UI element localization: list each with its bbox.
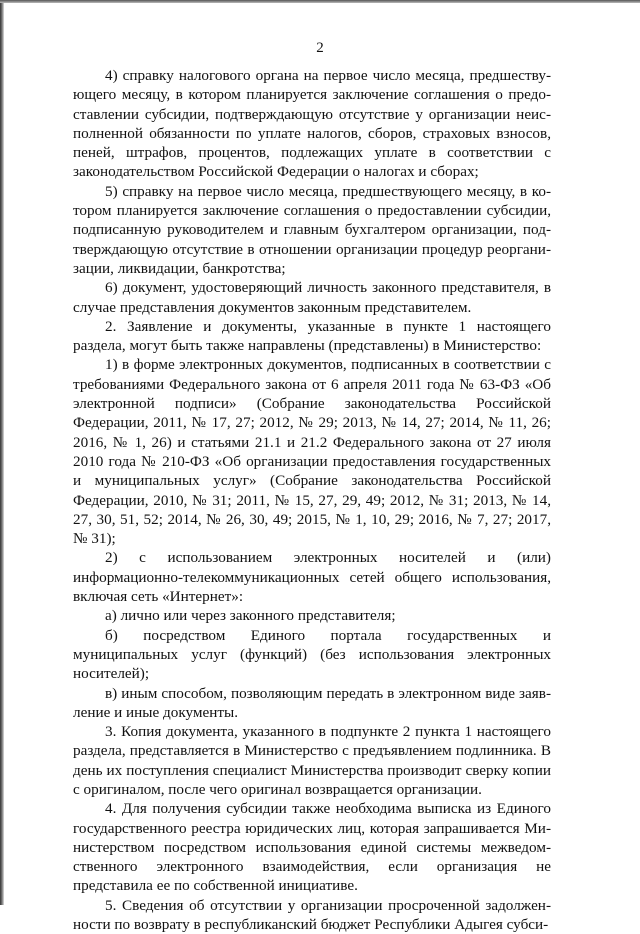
paragraph-section-3: 3. Копия документа, указанного в подпункте 2 пункта 1 настоящего раздела, представляется в Министерство с предъявлением подлинника. В день их поступления специалист Министерства производит сверку копии с оригиналом, после чего оригинал возвращается организации.: [73, 723, 551, 798]
paragraph-subitem-1: 1) в форме электронных документов, подписанных в соответствии с требованиями Федерального закона от 6 апреля 2011 года № 63-ФЗ «Об электронной подписи» (Собрание законодательства Российской Федерации, 2011, № 17, 27; 2012, № 29; 2013, № 14, 27; 2014, № 11, 26; 2016, № 1, 26) и статьями 21.1 и 21.2 Федерального закона от 27 июля 2010 года № 210-ФЗ «Об организации предоставления государственных и муниципальных услуг» (Собрание законодательства Российской Федерации, 2010, № 31; 2011, № 15, 27, 29, 49; 2012, № 31; 2013, № 14, 27, 30, 51, 52; 2014, № 26, 30, 49; 2015, № 1, 10, 29; 2016, № 7, 27; 2017, № 31);: [73, 356, 551, 548]
paragraph-subitem-a: а) лично или через законного представителя;: [105, 607, 396, 625]
paragraph-subitem-b: б) посредством Единого портала государственных и муниципальных услуг (функций) (без использования электронных носителей);: [73, 626, 551, 683]
paragraph-item-4: 4) справку налогового органа на первое число месяца, предшествующего месяцу, в котором планируется заключение соглашения о предоставлении субсидии, подтверждающую отсутствие у организации неисполненной обязанности по уплате налогов, сборов, страховых взносов, пеней, штрафов, процентов, подлежащих уплате в соответствии с законодательством Российской Федерации о налогах и сборах;: [73, 67, 551, 181]
paragraph-section-5: 5. Сведения об отсутствии у организации просроченной задолженности по возврату в республиканский бюджет Республики Адыгея субси-: [73, 896, 551, 934]
scan-edge-top: [0, 0, 640, 3]
paragraph-subitem-v: в) иным способом, позволяющим передать в электронном виде заявление и иные документы.: [73, 684, 551, 721]
paragraph-section-2: 2. Заявление и документы, указанные в пункте 1 настоящего раздела, могут быть также направлены (представлены) в Министерство:: [73, 317, 551, 355]
paragraph-item-6: 6) документ, удостоверяющий личность законного представителя, в случае представления документов законным представителем.: [73, 279, 551, 316]
page-number: 2: [316, 40, 324, 56]
paragraph-item-5: 5) справку на первое число месяца, предшествующего месяцу, в котором планируется заключение соглашения о предоставлении субсидии, подписанную руководителем и главным бухгалтером организации, подтверждающую отсутствие в отношении организации процедур реорганизации, ликвидации, банкротства;: [73, 182, 551, 277]
paragraph-section-4: 4. Для получения субсидии также необходима выписка из Единого государственного реестра юридических лиц, которая запрашивается Министерством посредством использования единой системы межведомственного электронного взаимодействия, если организация не представила ее по собственной инициативе.: [73, 800, 551, 895]
scan-edge-left: [0, 0, 4, 905]
document-body: [73, 66, 551, 934]
paragraph-subitem-2: 2) с использованием электронных носителей и (или) информационно-телекоммуникационных сетей общего использования, включая сеть «Интернет»:: [73, 549, 551, 606]
